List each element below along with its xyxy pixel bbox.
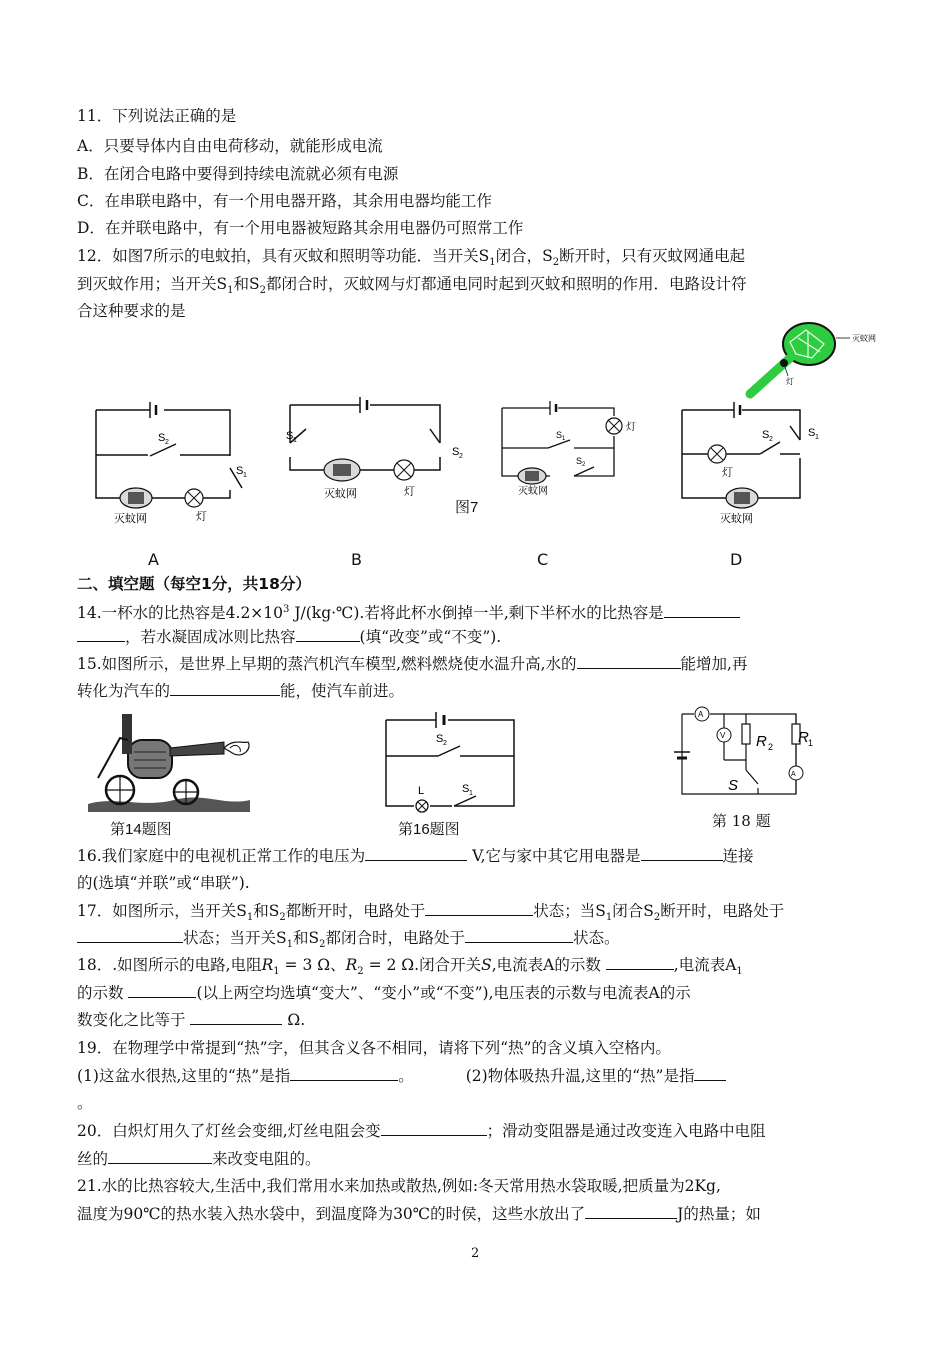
svg-text:1: 1 [469, 790, 473, 797]
svg-text:A: A [698, 710, 704, 719]
q16-blank-1[interactable] [365, 846, 467, 861]
svg-text:灯: 灯 [722, 467, 733, 479]
circuit-c [494, 396, 664, 506]
svg-text:A: A [791, 771, 796, 778]
q19-blank-2[interactable] [694, 1066, 726, 1081]
svg-text:2: 2 [443, 740, 447, 747]
racket-lamp [780, 359, 788, 367]
q19-blank-1[interactable] [290, 1066, 398, 1081]
racket-net-label: 灭蚊网 [852, 334, 876, 343]
switch-s2-d [760, 442, 780, 454]
q16-line1: 16.我们家庭中的电视机正常工作的电压为 V,它与家中其它用电器是 连接 [77, 847, 754, 865]
q15-blank-1[interactable] [577, 654, 681, 669]
q21-line2: 温度为90℃的热水装入热水袋中，到温度降为30℃的时侯，这些水放出了 J的热量；如 [77, 1205, 761, 1223]
svg-text:V: V [720, 731, 726, 740]
racket-lamp-label: 灯 [786, 377, 794, 386]
q18-figure-caption: 第 18 题 [712, 812, 771, 830]
q12-line1: 12．如图7所示的电蚊拍，具有灭蚊和照明等功能．当开关$S_1$闭合，$S_2$断开时，只有灭蚊网通电起 [77, 247, 746, 269]
q21-blank-1[interactable] [585, 1204, 677, 1219]
q18-circuit [652, 700, 812, 806]
q11-option-a: A．只要导体内自由电荷移动，就能形成电流 [77, 137, 383, 155]
q14-blank-1[interactable] [664, 603, 740, 618]
svg-text:灭蚊网: 灭蚊网 [720, 513, 753, 525]
svg-text:灭蚊网: 灭蚊网 [114, 513, 147, 525]
q20-blank-1[interactable] [381, 1121, 487, 1136]
resistor-r2 [742, 724, 750, 744]
svg-text:S: S [436, 733, 444, 745]
option-c-label: C [537, 550, 549, 569]
q12-line2: 到灭蚊作用；当开关$S_1$和$S_2$都闭合时，灭蚊网与灯都通电同时起到灭蚊和照明的作用．电路设计符 [77, 275, 747, 297]
option-b-label: B [351, 550, 362, 569]
section-2-title: 二、填空题（每空1分，共18分） [77, 575, 311, 593]
q11-option-b: B．在闭合电路中要得到持续电流就必须有电源 [77, 165, 399, 183]
q18-blank-3[interactable] [190, 1010, 282, 1025]
q19-line1: 19．在物理学中常提到“热”字，但其含义各不相同，请将下列“热”的含义填入空格内。 [77, 1039, 671, 1057]
switch-s1-d [790, 426, 800, 440]
q17-line1: 17．如图所示，当开关$S_1$和$S_2$都断开时，电路处于 状态；当$S_1$闭合$S_2$断开时，电路处于 [77, 902, 785, 924]
svg-text:1: 1 [243, 472, 247, 479]
svg-text:S: S [452, 446, 460, 458]
q17-blank-1[interactable] [425, 901, 533, 916]
q20-line2: 丝的 来改变电阻的。 [77, 1150, 321, 1168]
svg-text:S: S [808, 427, 816, 439]
option-a-label: A [148, 550, 159, 569]
switch-s1-c [548, 440, 570, 448]
q18-line1: 18．.如图所示的电路,电阻$R_1 = 3$ Ω、$R_2 = 2$ Ω.闭合开关S,电流表A的示数 ,电流表$A_1$ [77, 956, 743, 978]
q14-line2: ，若水凝固成冰则比热容 (填“改变”或“不变”). [77, 627, 501, 647]
svg-text:R: R [798, 729, 809, 746]
q20-line1: 20．白炽灯用久了灯丝会变细,灯丝电阻会变 ；滑动变阻器是通过改变连入电路中电阻 [77, 1122, 766, 1140]
switch-s-q18 [746, 770, 758, 784]
q14-line1: 14.一杯水的比热容是$4.2\times 10^3$ J/(kg·℃).若将此杯水倒掉一半,剩下半杯水的比热容是 [77, 600, 740, 623]
q17-line2: 状态；当开关$S_1$和$S_2$都闭合时，电路处于 状态。 [77, 928, 620, 955]
q18-line2: 的示数 (以上两空均选填“变大”、“变小”或“不变”),电压表的示数与电流表A的示 [77, 984, 691, 1002]
svg-text:2: 2 [769, 436, 773, 443]
svg-text:1: 1 [293, 437, 297, 444]
svg-text:2: 2 [582, 462, 586, 468]
svg-text:S: S [576, 456, 583, 466]
q21-line1: 21.水的比热容较大,生活中,我们常用水来加热或散热,例如:冬天常用热水袋取暖,把质量为2Kg, [77, 1177, 721, 1195]
q12-line3: 合这种要求的是 [77, 302, 186, 320]
circuit-b [272, 395, 487, 507]
svg-text:灯: 灯 [626, 422, 636, 433]
q16-line2: 的(选填“并联”或“串联”). [77, 874, 250, 892]
q20-blank-2[interactable] [108, 1149, 212, 1164]
mosquito-racket-image [728, 318, 888, 398]
svg-text:2: 2 [165, 439, 169, 446]
switch-s2-q16 [438, 746, 460, 756]
circuit-a [88, 398, 258, 530]
q17-blank-2[interactable] [77, 928, 183, 943]
q14-figure-caption: 第14题图 [110, 821, 172, 838]
switch-s2-a [150, 444, 176, 456]
svg-text:灭蚊网: 灭蚊网 [518, 486, 548, 497]
svg-text:S: S [728, 777, 739, 794]
figure-7-caption: 图7 [455, 499, 479, 516]
q16-figure-caption: 第16题图 [398, 821, 460, 838]
switch-s2-c [574, 467, 594, 476]
svg-text:S: S [158, 432, 166, 444]
q11-option-d: D．在并联电路中，有一个用电器被短路其余用电器仍可照常工作 [77, 219, 524, 237]
q14-blank-2[interactable] [296, 627, 360, 642]
option-d-label: D [730, 550, 743, 569]
q18-blank-2[interactable] [128, 983, 196, 998]
svg-text:灯: 灯 [196, 511, 207, 523]
svg-text:S: S [286, 430, 294, 442]
svg-text:R: R [756, 733, 767, 750]
svg-text:灯: 灯 [404, 486, 415, 498]
steam-car-image [84, 708, 254, 812]
q16-circuit [380, 710, 520, 814]
q15-line2: 转化为汽车的 能，使汽车前进。 [77, 682, 405, 700]
svg-text:S: S [236, 465, 244, 477]
svg-text:L: L [418, 785, 425, 797]
svg-text:2: 2 [459, 453, 463, 460]
q19-line3: 。 [77, 1094, 93, 1112]
svg-text:1: 1 [808, 738, 814, 748]
q11-stem: 11．下列说法正确的是 [77, 107, 237, 125]
circuit-d [676, 398, 826, 530]
svg-text:1: 1 [562, 436, 566, 442]
q11-option-c: C．在串联电路中，有一个用电器开路，其余用电器均能工作 [77, 192, 492, 210]
switch-s2-b [430, 429, 440, 443]
q18-line3: 数变化之比等于 Ω. [77, 1011, 306, 1029]
svg-text:2: 2 [768, 742, 774, 752]
q17-blank-3[interactable] [465, 928, 573, 943]
switch-s1-q16 [454, 796, 476, 806]
q14-blank-1-cont[interactable] [77, 627, 125, 642]
svg-text:1: 1 [815, 434, 819, 441]
q15-blank-2[interactable] [170, 681, 280, 696]
svg-text:S: S [462, 783, 470, 795]
q16-blank-2[interactable] [641, 846, 723, 861]
svg-text:灭蚊网: 灭蚊网 [324, 488, 357, 500]
q18-blank-1[interactable] [606, 955, 674, 970]
svg-text:S: S [762, 429, 770, 441]
q15-line1: 15.如图所示，是世界上早期的蒸汽机汽车模型,燃料燃烧使水温升高,水的 能增加,再 [77, 655, 748, 673]
svg-text:S: S [556, 430, 563, 440]
q19-line2: (1)这盆水很热,这里的“热”是指 。 (2)物体吸热升温,这里的“热”是指 [77, 1066, 726, 1086]
page-number: 2 [471, 1246, 480, 1261]
